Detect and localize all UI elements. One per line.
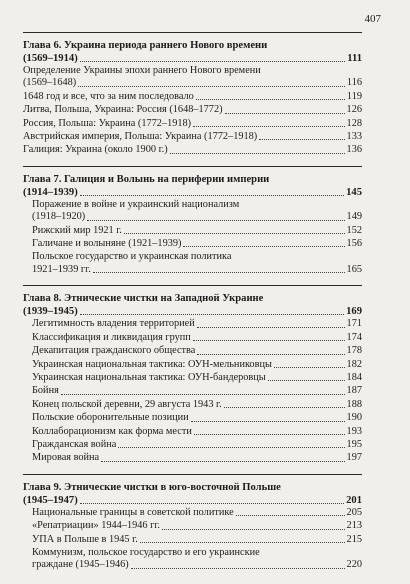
entry-line bbox=[23, 144, 362, 156]
entry-title: Рижский мир 1921 г. bbox=[32, 224, 122, 236]
dot-leader bbox=[80, 61, 346, 62]
entry-page: 136 bbox=[346, 144, 362, 156]
chapter-title: Глава 7. Галиция и Волынь на периферии империи bbox=[23, 173, 270, 185]
entry-page: 126 bbox=[346, 104, 362, 116]
entry-page: 188 bbox=[346, 398, 362, 410]
dot-leader bbox=[162, 529, 345, 530]
page-number: 407 bbox=[364, 13, 381, 25]
toc-entry bbox=[32, 225, 362, 237]
dot-leader bbox=[87, 220, 344, 221]
entry-page: 128 bbox=[346, 117, 362, 129]
toc-entry bbox=[23, 104, 362, 116]
chapter-7 bbox=[23, 166, 362, 276]
entry-title-cont: (1569–1648) bbox=[23, 77, 77, 89]
dot-leader bbox=[101, 461, 344, 462]
chapter-page: 145 bbox=[346, 186, 362, 198]
entry-title: Украинская национальная тактика: ОУН-мельниковцы bbox=[32, 358, 272, 370]
dot-leader bbox=[80, 314, 344, 315]
toc-entry bbox=[23, 91, 362, 103]
chapter-heading bbox=[23, 166, 362, 199]
dot-leader bbox=[80, 195, 344, 196]
chapter-heading bbox=[23, 32, 362, 65]
chapter-dates: (1945–1947) bbox=[23, 494, 78, 506]
entry-line bbox=[32, 385, 362, 397]
chapter-page: 201 bbox=[346, 494, 362, 506]
toc-entry bbox=[32, 238, 362, 250]
chapter-title: Глава 9. Этнические чистки в юго-восточной Польше bbox=[23, 481, 281, 493]
entry-page: 171 bbox=[346, 318, 362, 330]
toc-entry bbox=[23, 118, 362, 130]
entry-title: Бойня bbox=[32, 385, 59, 397]
dot-leader bbox=[118, 447, 344, 448]
entry-title: Конец польской деревни, 29 августа 1943 г. bbox=[32, 398, 222, 410]
toc-entry bbox=[32, 199, 362, 224]
entry-title: Классификация и ликвидация групп bbox=[32, 331, 191, 343]
entry-title: Литва, Польша, Украина: Россия (1648–1772) bbox=[23, 104, 223, 116]
dot-leader bbox=[191, 421, 345, 422]
entry-title: Национальные границы в советской политике bbox=[32, 506, 234, 518]
chapter-dates: (1914–1939) bbox=[23, 186, 78, 198]
chapter-heading bbox=[23, 285, 362, 318]
entry-title: Польское государство и украинская политика bbox=[32, 251, 232, 263]
entry-title-cont: (1918–1920) bbox=[32, 211, 86, 223]
toc-entry bbox=[32, 372, 362, 384]
entry-page: 182 bbox=[346, 358, 362, 370]
chapter-dates: (1939–1945) bbox=[23, 306, 78, 318]
entry-line bbox=[32, 452, 362, 464]
entry-title: Россия, Польша: Украина (1772–1918) bbox=[23, 117, 192, 129]
entry-line bbox=[32, 520, 362, 532]
dot-leader bbox=[183, 246, 344, 247]
dot-leader bbox=[78, 86, 345, 87]
entry-page: 174 bbox=[346, 331, 362, 343]
dot-leader bbox=[197, 327, 345, 328]
entry-page: 213 bbox=[346, 520, 362, 532]
chapter-page: 111 bbox=[347, 53, 362, 64]
chapter-9 bbox=[23, 474, 362, 572]
entry-line bbox=[32, 507, 362, 519]
toc-entry bbox=[32, 251, 362, 276]
entry-line bbox=[23, 91, 362, 103]
entry-title: Галичане и волыняне (1921–1939) bbox=[32, 238, 182, 250]
entry-line bbox=[32, 238, 362, 250]
chapter-8 bbox=[23, 285, 362, 464]
entry-title: Австрийская империя, Польша: Украина (1772–1918) bbox=[23, 131, 258, 143]
entry-line bbox=[32, 332, 362, 344]
entry-page: 184 bbox=[346, 371, 362, 383]
entry-title: Коллаборационизм как форма мести bbox=[32, 425, 192, 437]
chapter-dates: (1569–1914) bbox=[23, 53, 78, 64]
entry-title: Мировая война bbox=[32, 452, 100, 464]
toc-entry bbox=[32, 507, 362, 519]
entry-line bbox=[32, 439, 362, 451]
entry-page: 119 bbox=[346, 90, 362, 102]
entry-title: УПА в Польше в 1945 г. bbox=[32, 533, 138, 545]
chapter-6 bbox=[23, 32, 362, 157]
entry-page: 187 bbox=[346, 385, 362, 397]
dot-leader bbox=[259, 139, 344, 140]
entry-line bbox=[23, 131, 362, 143]
dot-leader bbox=[225, 113, 345, 114]
entry-title-cont: граждане (1945–1946) bbox=[32, 559, 129, 571]
dot-leader bbox=[224, 407, 345, 408]
chapter-title-line bbox=[23, 186, 362, 199]
chapter-title-line bbox=[23, 494, 362, 507]
dot-leader bbox=[268, 380, 345, 381]
entry-line bbox=[32, 399, 362, 411]
dot-leader bbox=[80, 503, 344, 504]
entry-line bbox=[32, 534, 362, 546]
dot-leader bbox=[93, 272, 345, 273]
dot-leader bbox=[193, 126, 344, 127]
dot-leader bbox=[170, 153, 345, 154]
chapter-page: 169 bbox=[346, 306, 362, 318]
toc-entry bbox=[32, 439, 362, 451]
dot-leader bbox=[197, 354, 344, 355]
entry-title: Коммунизм, польское государство и его украинские bbox=[32, 546, 260, 558]
entry-page: 116 bbox=[346, 77, 362, 89]
toc-entry bbox=[32, 547, 362, 572]
entry-title: «Репатриации» 1944–1946 гг. bbox=[32, 520, 161, 532]
entry-page: 178 bbox=[346, 345, 362, 357]
entry-line bbox=[32, 345, 362, 357]
entry-page: 215 bbox=[346, 533, 362, 545]
entry-page: 220 bbox=[346, 559, 362, 571]
dot-leader bbox=[274, 367, 345, 368]
entry-title: Украинская национальная тактика: ОУН-бандеровцы bbox=[32, 371, 266, 383]
entry-title-cont: 1921–1939 гг. bbox=[32, 263, 91, 275]
entry-page: 165 bbox=[346, 263, 362, 275]
toc-entry bbox=[32, 359, 362, 371]
dot-leader bbox=[124, 233, 345, 234]
entry-title: Декапитация гражданского общества bbox=[32, 345, 196, 357]
toc-entry bbox=[32, 332, 362, 344]
chapter-title-line bbox=[23, 52, 362, 65]
toc-entry bbox=[23, 131, 362, 143]
entry-page: 133 bbox=[346, 131, 362, 143]
dot-leader bbox=[131, 568, 345, 569]
entry-line bbox=[32, 211, 362, 223]
entry-title: Галиция: Украина (около 1900 г.) bbox=[23, 144, 168, 156]
toc-entry bbox=[32, 426, 362, 438]
entry-line bbox=[32, 412, 362, 424]
dot-leader bbox=[193, 340, 345, 341]
dot-leader bbox=[196, 99, 345, 100]
entry-page: 195 bbox=[346, 438, 362, 450]
dot-leader bbox=[236, 515, 345, 516]
entry-title: 1648 год и все, что за ним последовало bbox=[23, 90, 194, 102]
toc-entry bbox=[32, 399, 362, 411]
entry-title: Гражданская война bbox=[32, 438, 117, 450]
entry-page: 156 bbox=[346, 238, 362, 250]
entry-line bbox=[23, 118, 362, 130]
entry-line bbox=[32, 264, 362, 276]
chapter-heading bbox=[23, 474, 362, 507]
entry-title: Определение Украины эпохи раннего Нового времени bbox=[23, 65, 261, 76]
entry-line bbox=[32, 359, 362, 371]
entry-line bbox=[23, 104, 362, 116]
entry-line bbox=[32, 372, 362, 384]
entry-page: 205 bbox=[346, 506, 362, 518]
toc-entry bbox=[32, 385, 362, 397]
entry-page: 152 bbox=[346, 224, 362, 236]
toc-entry bbox=[32, 452, 362, 464]
entry-line bbox=[32, 225, 362, 237]
dot-leader bbox=[194, 434, 345, 435]
entry-page: 193 bbox=[346, 425, 362, 437]
chapter-title: Глава 6. Украина периода раннего Нового времени bbox=[23, 40, 268, 51]
toc-entry bbox=[32, 412, 362, 424]
toc-entry bbox=[32, 318, 362, 330]
entry-title: Легитимность владения территорией bbox=[32, 318, 195, 330]
toc-entry bbox=[32, 520, 362, 532]
toc-entry bbox=[32, 345, 362, 357]
entry-page: 190 bbox=[346, 412, 362, 424]
toc-entry bbox=[23, 144, 362, 156]
entry-page: 149 bbox=[346, 211, 362, 223]
toc-entry bbox=[23, 65, 362, 90]
chapter-title-line bbox=[23, 305, 362, 318]
chapter-title: Глава 8. Этнические чистки на Западной Украине bbox=[23, 293, 264, 305]
entry-line bbox=[32, 559, 362, 571]
entry-title: Польские оборонительные позиции bbox=[32, 412, 189, 424]
entry-line bbox=[32, 318, 362, 330]
table-of-contents bbox=[23, 32, 362, 581]
entry-line bbox=[32, 426, 362, 438]
dot-leader bbox=[140, 542, 345, 543]
entry-line bbox=[23, 77, 362, 89]
entry-title: Поражение в войне и украинский национализм bbox=[32, 198, 240, 210]
dot-leader bbox=[61, 394, 345, 395]
entry-page: 197 bbox=[346, 452, 362, 464]
toc-entry bbox=[32, 534, 362, 546]
